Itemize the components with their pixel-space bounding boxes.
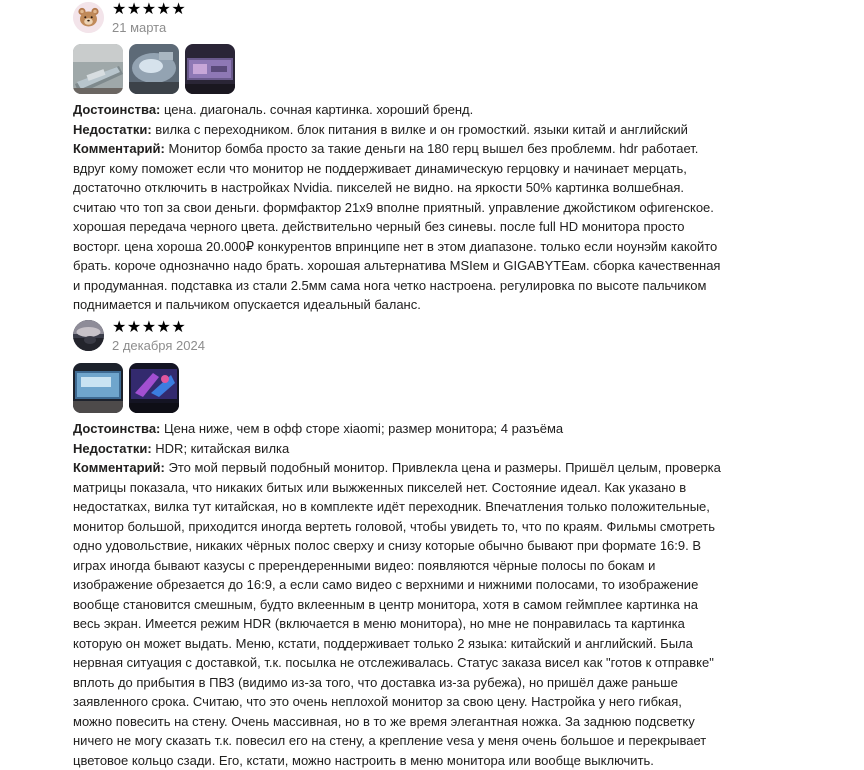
cons-label: Недостатки: [73, 121, 152, 137]
pros-label: Достоинства: [73, 421, 161, 436]
comment-text: Монитор бомба просто за такие деньги на 180 герц вышел без проблемм. hdr работает. вдруг кому поможет если что монитор не поддерживает динамическую герцовку и начинает мерцать, достаточно отключить в настройках Nvidia. пикселей не видно. на яркости 50% картинка волшебная. считаю что топ за свои деньги. формфактор 21х9 вполне приятный. управление джойстиком офигенское. хорошая передача черного цвета. действительно черный без синевы. после full HD монитора просто восторг. цена хороша 20.000₽ конкурентов впринципе нет в этом диапазоне. только если ноунэйм какойто брать. короче однозначно надо брать. хорошая альтернатива MSIем и GIGABYTEам. сборка качественная и продуманная. подставка из стали 2.5мм сама нога четко настроена. регулировка по высоте пальчиком поднимается и пальчиком опускается идеальный баланс. [73, 141, 721, 312]
bear-face-icon[interactable] [73, 2, 104, 33]
user-photo[interactable] [73, 320, 104, 351]
rating-stars: ★★★★★ [112, 317, 187, 336]
review-photo-thumbnail[interactable] [129, 363, 179, 413]
review-date: 2 декабря 2024 [112, 338, 205, 353]
pros-row [73, 419, 723, 439]
comment-label: Комментарий: [73, 141, 165, 156]
review-photo-thumbnail[interactable] [73, 44, 123, 94]
review-photo-thumbnail[interactable] [129, 44, 179, 94]
rating-stars: ★★★★★ [112, 0, 187, 18]
review-date: 21 марта [112, 20, 167, 35]
cons-row [73, 120, 723, 140]
pros-text: цена. диагональ. сочная картинка. хороший бренд. [160, 102, 474, 117]
review-photos [73, 363, 179, 413]
review-photos [73, 44, 235, 94]
pros-row [73, 100, 723, 120]
review-body [73, 100, 723, 315]
cons-row [73, 439, 723, 459]
comment-row [73, 139, 723, 315]
review-photo-thumbnail[interactable] [185, 44, 235, 94]
comment-label: Комментарий: [73, 460, 165, 475]
review-body [73, 419, 723, 770]
cons-text: вилка с переходником. блок питания в вилке и он громосткий. языки китай и английский [151, 121, 688, 137]
pros-text: Цена ниже, чем в офф сторе xiaomi; размер монитора; 4 разъёма [160, 421, 564, 436]
cons-label: Недостатки: [73, 440, 152, 456]
review-photo-thumbnail[interactable] [73, 363, 123, 413]
comment-text: Это мой первый подобный монитор. Привлекла цена и размеры. Пришёл целым, проверка матрицы показала, что никаких битых или выжженных пикселей нет. Состояние идеал. Как указано в недостатках, вилка тут китайская, но в комплекте идёт переходник. Впечатления только положительные, монитор большой, приходится иногда вертеть головой, чтобы увидеть то, что по краям. Фильмы смотреть одно удовольствие, никаких чёрных полос сверху и снизу которые обычно бывают при формате 16:9. В играх иногда бывают казусы с пререндеренными видео: появляются чёрные полосы по бокам и изображение обрезается до 16:9, а если само видео с верхними и нижними полосами, то изображение вообще становится смешным, будто вклеенным в центр монитора, хотя в самом геймплее картинка на весь экран. Имеется режим HDR (включается в меню монитора), но мне не понравилась та картинка которую он может выдать. Меню, кстати, поддерживает только 2 языка: китайский и английский. Была нервная ситуация с доставкой, т.к. посылка не отслеживалась. Статус заказа висел как "готов к отправке" вплоть до прибытия в ПВЗ (видимо из-за того, что доставка из-за рубежа), но пришёл даже раньше заявленного срока. Считаю, что это очень неплохой монитор за свою цену. Настройка у него гибкая, можно повесить на стену. Очень массивная, но в то же время элегантная ножка. За заднюю подсветку ничего не могу сказать т.к. повесил его на стену, а крепление vesa у меня очень большое и перекрывает цветовое кольцо сзади. Его, кстати, можно настроить в меню монитора или вообще выключить. [73, 460, 721, 768]
cons-text: HDR; китайская вилка [151, 440, 290, 456]
comment-row [73, 458, 723, 770]
pros-label: Достоинства: [73, 102, 161, 117]
